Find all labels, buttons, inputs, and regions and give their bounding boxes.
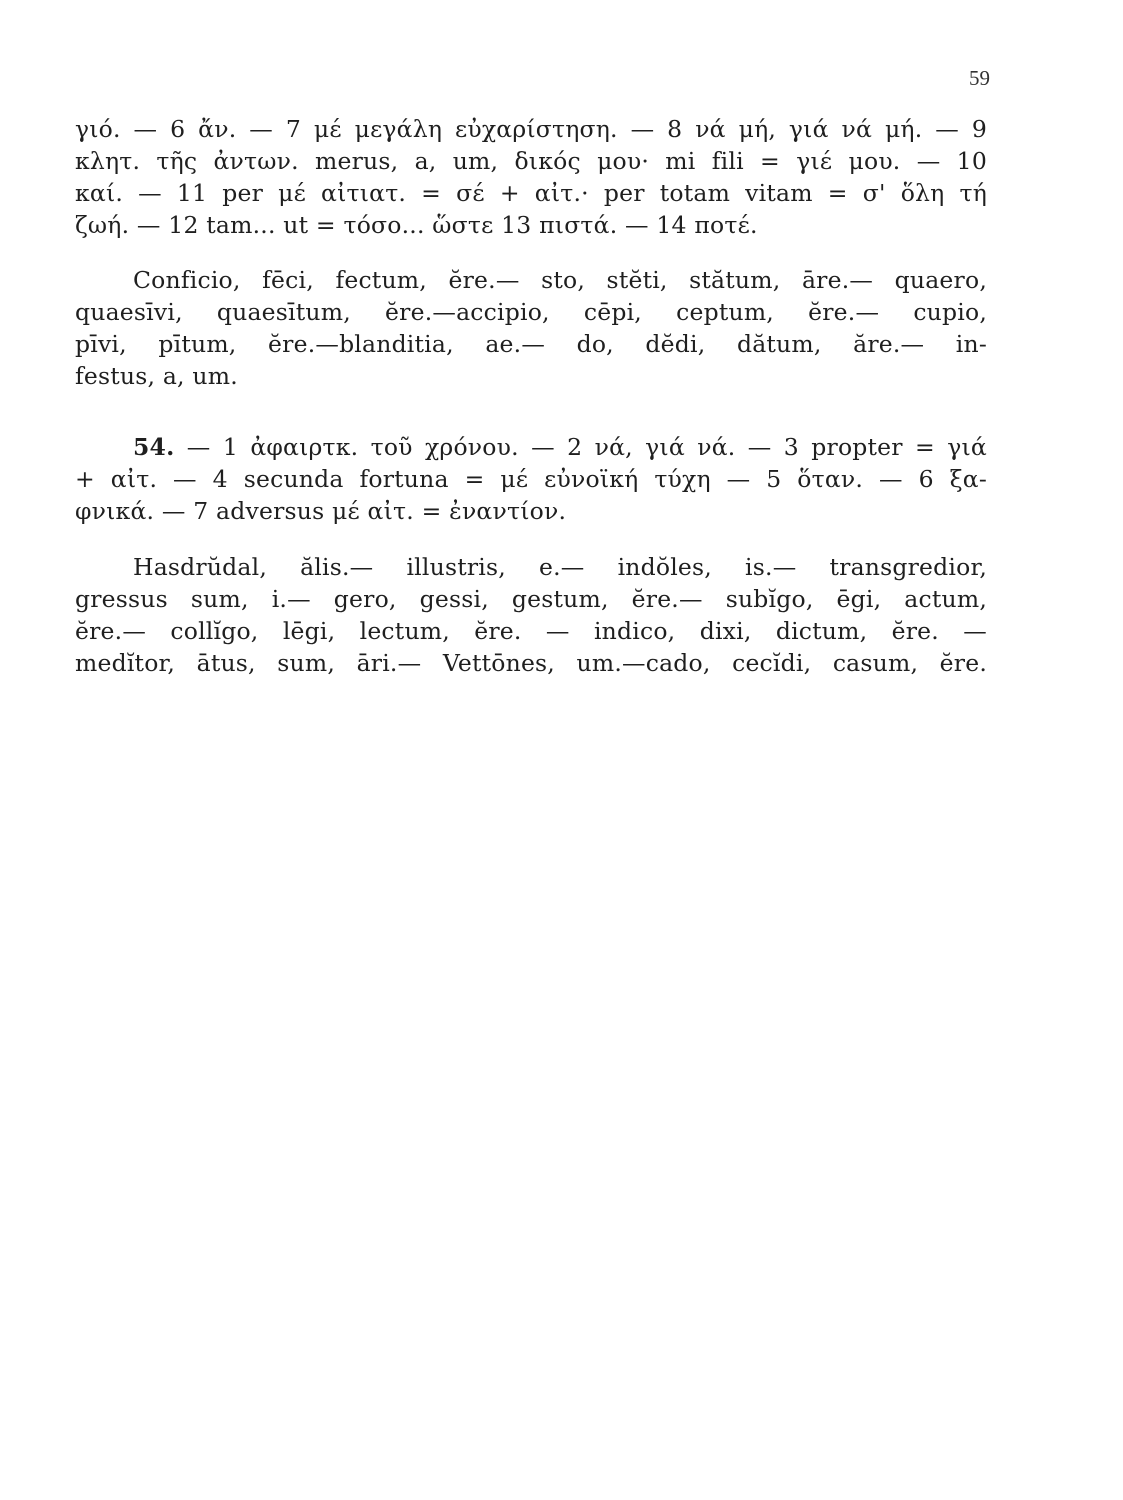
vocab-line: quaesīvi, quaesītum, ĕre.—accipio, cēpi, ceptum, ĕre.— cupio, xyxy=(75,298,987,326)
vocab-line: ĕre.— collĭgo, lēgi, lectum, ĕre. — indico, dixi, dictum, ĕre. — xyxy=(75,617,987,645)
vocab-line: medĭtor, ātus, sum, āri.— Vettōnes, um.—cado, cecĭdi, casum, ĕre. xyxy=(75,649,987,677)
section-54-vocabulary xyxy=(75,551,987,679)
vocab-line: festus, a, um. xyxy=(75,362,238,390)
section-53-vocabulary xyxy=(75,264,987,392)
notes-line: κλητ. τῆς ἀντων. merus, a, um, δικός μου· mi fili = γιέ μου. — 10 xyxy=(75,147,987,175)
section-54-notes xyxy=(75,431,987,527)
vocab-line: gressus sum, i.— gero, gessi, gestum, ĕre.— subĭgo, ēgi, actum, xyxy=(75,585,987,613)
vocab-line: pīvi, pītum, ĕre.—blanditia, ae.— do, dĕdi, dătum, ăre.— in- xyxy=(75,330,987,358)
vocab-line: Conficio, fēci, fectum, ĕre.— sto, stĕti, stătum, āre.— quaero, xyxy=(133,266,987,294)
notes-line: φνικά. — 7 adversus μέ αἰτ. = ἐναντίον. xyxy=(75,497,567,525)
notes-line: γιό. — 6 ἄν. — 7 μέ μεγάλη εὐχαρίστηση. — 8 νά μή, γιά νά μή. — 9 xyxy=(75,115,987,143)
notes-line-first xyxy=(75,431,987,463)
notes-line: + αἰτ. — 4 secunda fortuna = μέ εὐνοϊκή τύχη — 5 ὅταν. — 6 ξα- xyxy=(75,465,987,493)
section-53-notes xyxy=(75,113,987,241)
section-number: 54. xyxy=(133,433,175,461)
page-number: 59 xyxy=(969,66,990,90)
notes-line: καί. — 11 per μέ αἰτιατ. = σέ + αἰτ.· per totam vitam = σ' ὅλη τή xyxy=(75,179,987,207)
notes-line-rest: — 1 ἀφαιρτκ. τοῦ χρόνου. — 2 νά, γιά νά. — 3 propter = γιά xyxy=(174,433,987,461)
notes-line: ζωή. — 12 tam... ut = τόσο... ὥστε 13 πιστά. — 14 ποτέ. xyxy=(75,211,758,239)
vocab-line: Hasdrŭdal, ălis.— illustris, e.— indŏles, is.— transgredior, xyxy=(133,553,987,581)
